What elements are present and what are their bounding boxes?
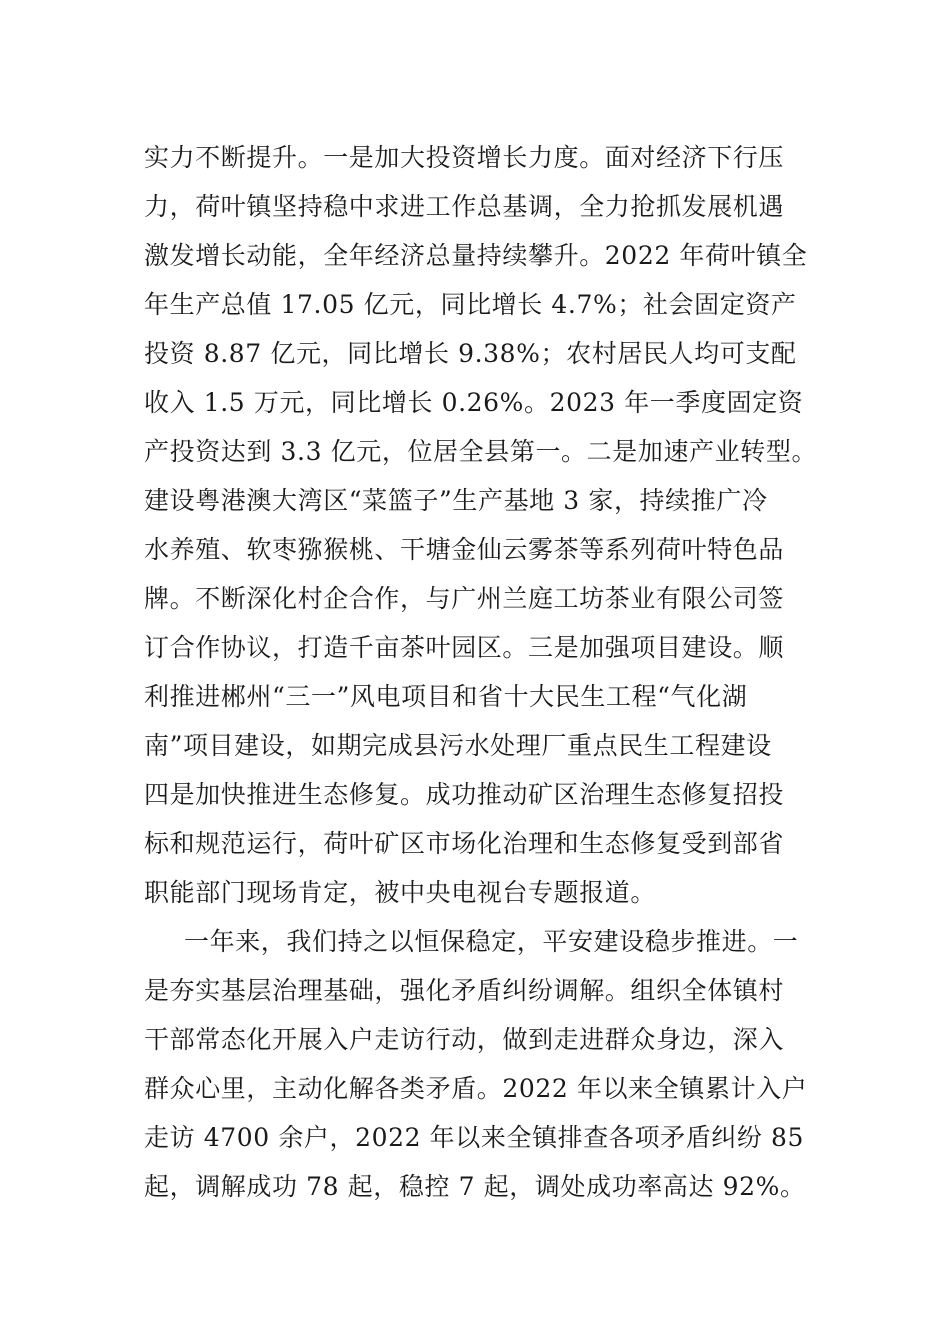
text-line: 职能部门现场肯定，被中央电视台专题报道。 (144, 878, 657, 907)
text-line: 干部常态化开展入户走访行动，做到走进群众身边，深入 (144, 1025, 785, 1054)
text-line-indented: 一年来，我们持之以恒保稳定，平安建设稳步推进。一 (184, 927, 799, 956)
text-line: 走访 4700 余户，2022 年以来全镇排查各项矛盾纠纷 85 (144, 1123, 805, 1152)
document-body (144, 133, 824, 1211)
text-line: 南”项目建设，如期完成县污水处理厂重点民生工程建设 (144, 731, 772, 760)
text-line: 订合作协议，打造千亩茶叶园区。三是加强项目建设。顺 (144, 633, 785, 662)
text-line: 群众心里，主动化解各类矛盾。2022 年以来全镇累计入户 (144, 1074, 808, 1103)
text-line: 建设粤港澳大湾区“菜篮子”生产基地 3 家，持续推广冷 (144, 486, 768, 515)
text-line: 收入 1.5 万元，同比增长 0.26%。2023 年一季度固定资 (144, 388, 804, 417)
text-line: 利推进郴州“三一”风电项目和省十大民生工程“气化湖 (144, 682, 748, 711)
text-line: 产投资达到 3.3 亿元，位居全县第一。二是加速产业转型。 (144, 437, 818, 466)
text-line: 是夯实基层治理基础，强化矛盾纠纷调解。组织全体镇村 (144, 976, 785, 1005)
text-line: 年生产总值 17.05 亿元，同比增长 4.7%；社会固定资产 (144, 290, 797, 319)
text-line: 激发增长动能，全年经济总量持续攀升。2022 年荷叶镇全 (144, 241, 808, 270)
text-line: 力，荷叶镇坚持稳中求进工作总基调，全力抢抓发展机遇 (144, 192, 785, 221)
text-line: 牌。不断深化村企合作，与广州兰庭工坊茶业有限公司签 (144, 584, 785, 613)
text-line: 水养殖、软枣猕猴桃、干塘金仙云雾茶等系列荷叶特色品 (144, 535, 785, 564)
text-line: 实力不断提升。一是加大投资增长力度。面对经济下行压 (144, 143, 785, 172)
text-line: 四是加快推进生态修复。成功推动矿区治理生态修复招投 (144, 780, 785, 809)
text-line: 投资 8.87 亿元，同比增长 9.38%；农村居民人均可支配 (144, 339, 797, 368)
paragraph-stability (144, 917, 824, 1211)
paragraph-economy (144, 133, 824, 917)
text-line: 起，调解成功 78 起，稳控 7 起，调处成功率高达 92%。 (144, 1172, 806, 1201)
text-line: 标和规范运行，荷叶矿区市场化治理和生态修复受到部省 (144, 829, 785, 858)
